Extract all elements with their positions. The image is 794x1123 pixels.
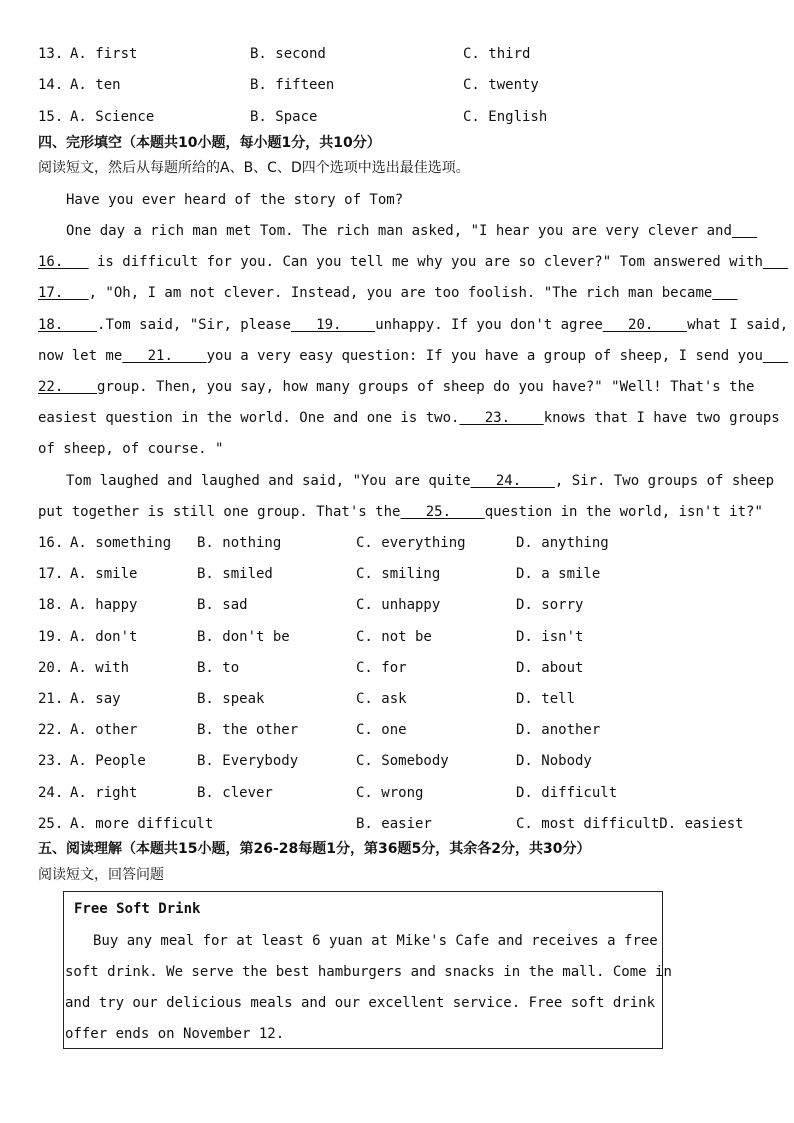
option-d: D. isn't (516, 629, 584, 645)
question-number: 20. (38, 660, 64, 676)
option-b: B. sad (197, 597, 248, 613)
option-a: A. don't (70, 629, 138, 645)
option-c: C. ask (356, 691, 407, 707)
passage-text: , "Oh, I am not clever. Instead, you are too foolish. "The rich man became (88, 285, 713, 301)
option-a: A. right (70, 785, 138, 801)
option-c: C. English (463, 109, 548, 125)
option-b: B. nothing (197, 535, 282, 551)
option-b: B. easier (356, 816, 432, 832)
option-d: D. about (516, 660, 584, 676)
question-number: 14. (38, 77, 64, 93)
option-a: A. smile (70, 566, 138, 582)
section-5-instruction: 阅读短文，回答问题 (38, 867, 164, 883)
option-c: C. not be (356, 629, 432, 645)
question-number: 16. (38, 535, 64, 551)
question-number: 13. (38, 46, 64, 62)
question-number: 21. (38, 691, 64, 707)
option-c: C. wrong (356, 785, 424, 801)
option-b: B. Space (250, 109, 318, 125)
question-number: 22. (38, 722, 64, 738)
blank-16-lead (732, 223, 757, 239)
passage-text: put together is still one group. That's the (38, 504, 401, 520)
passage-line (38, 254, 788, 270)
option-c: C. twenty (463, 77, 539, 93)
option-c: C. one (356, 722, 407, 738)
option-b: B. to (197, 660, 240, 676)
passage-text: unhappy. If you don't agree (375, 317, 603, 333)
ad-line: and try our delicious meals and our excellent service. Free soft drink (65, 995, 656, 1011)
option-b: B. the other (197, 722, 299, 738)
option-b: B. smiled (197, 566, 273, 582)
passage-line (38, 379, 754, 395)
blank-21: 21. (122, 348, 207, 364)
option-b: B. fifteen (250, 77, 335, 93)
option-a: A. other (70, 722, 138, 738)
option-c: C. everything (356, 535, 466, 551)
option-a: A. ten (70, 77, 121, 93)
passage-text: easiest question in the world. One and one is two. (38, 410, 460, 426)
passage-text: question in the world, isn't it?" (484, 504, 763, 520)
section-4-heading: 四、完形填空（本题共10小题，每小题1分，共10分） (38, 135, 381, 151)
option-d: D. Nobody (516, 753, 592, 769)
passage-text: Tom laughed and laughed and said, "You are quite (66, 473, 471, 489)
option-a: A. something (70, 535, 172, 551)
blank-16: 16. (38, 254, 89, 270)
blank-17: 17. (38, 285, 89, 301)
option-a: A. first (70, 46, 138, 62)
option-c: C. third (463, 46, 531, 62)
option-b: B. don't be (197, 629, 290, 645)
ad-line: soft drink. We serve the best hamburgers and snacks in the mall. Come in (65, 964, 672, 980)
question-number: 15. (38, 109, 64, 125)
option-d: D. anything (516, 535, 609, 551)
passage-line (38, 410, 780, 426)
option-d: D. another (516, 722, 601, 738)
ad-line: Buy any meal for at least 6 yuan at Mike's Cafe and receives a free (93, 933, 658, 949)
passage-line: Have you ever heard of the story of Tom? (66, 192, 404, 208)
passage-line (38, 348, 788, 364)
option-b: B. second (250, 46, 326, 62)
option-a: A. with (70, 660, 130, 676)
passage-text: you a very easy question: If you have a group of sheep, I send you (206, 348, 763, 364)
passage-line (38, 504, 763, 520)
passage-text: knows that I have two groups (543, 410, 780, 426)
passage-text: .Tom said, "Sir, please (97, 317, 291, 333)
option-d: D. difficult (516, 785, 618, 801)
section-4-instruction: 阅读短文，然后从每题所给的A、B、C、D四个选项中选出最佳选项。 (38, 160, 470, 176)
question-number: 24. (38, 785, 64, 801)
passage-line (66, 473, 774, 489)
blank-24: 24. (470, 473, 555, 489)
option-c: C. smiling (356, 566, 441, 582)
passage-text: is difficult for you. Can you tell me why you are so clever?" Tom answered with (88, 254, 763, 270)
passage-line (66, 223, 757, 239)
ad-line: offer ends on November 12. (65, 1026, 285, 1042)
blank-22: 22. (38, 379, 98, 395)
blank-23: 23. (459, 410, 544, 426)
option-a: A. happy (70, 597, 138, 613)
passage-line: of sheep, of course. " (38, 441, 224, 457)
option-c: C. for (356, 660, 407, 676)
question-number: 25. (38, 816, 64, 832)
question-number: 17. (38, 566, 64, 582)
question-number: 23. (38, 753, 64, 769)
question-number: 18. (38, 597, 64, 613)
blank-17-lead (763, 254, 788, 270)
blank-25: 25. (400, 504, 485, 520)
question-number: 19. (38, 629, 64, 645)
passage-text: group. Then, you say, how many groups of sheep do you have?" "Well! That's the (97, 379, 755, 395)
blank-18-lead (712, 285, 737, 301)
option-d: D. a smile (516, 566, 601, 582)
blank-18: 18. (38, 317, 98, 333)
option-a: A. more difficult (70, 816, 214, 832)
passage-line (38, 285, 738, 301)
passage-text: now let me (38, 348, 123, 364)
section-5-heading: 五、阅读理解（本题共15小题，第26-28每题1分，第36题5分，其余各2分，共30分） (38, 841, 591, 857)
option-c: C. Somebody (356, 753, 449, 769)
passage-text: what I said, (687, 317, 789, 333)
blank-20: 20. (602, 317, 688, 333)
option-d: D. tell (516, 691, 576, 707)
option-b: B. Everybody (197, 753, 299, 769)
passage-text: , Sir. Two groups of sheep (554, 473, 775, 489)
blank-19: 19. (290, 317, 376, 333)
option-a: A. People (70, 753, 146, 769)
option-d: D. sorry (516, 597, 584, 613)
option-a: A. Science (70, 109, 155, 125)
option-b: B. clever (197, 785, 273, 801)
passage-text: One day a rich man met Tom. The rich man asked, "I hear you are very clever and (66, 223, 732, 239)
option-a: A. say (70, 691, 121, 707)
blank-22-lead (763, 348, 788, 364)
ad-title: Free Soft Drink (74, 901, 201, 917)
option-b: B. speak (197, 691, 265, 707)
passage-line (38, 317, 788, 333)
option-cd: C. most difficultD. easiest (516, 816, 744, 832)
option-c: C. unhappy (356, 597, 441, 613)
